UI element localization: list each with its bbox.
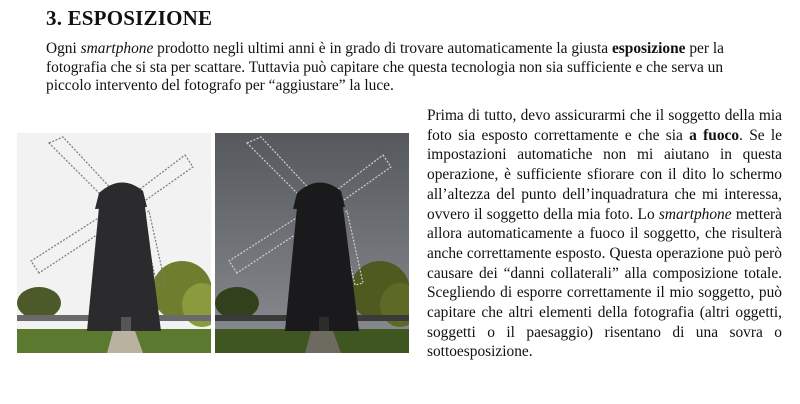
intro-term-esposizione: esposizione — [611, 40, 686, 57]
intro-text: prodotto negli ultimi anni è in grado di trovare automaticamente la giusta — [153, 40, 612, 57]
tree — [17, 287, 61, 319]
body-text: . Se le impostazioni automatiche non mi aiutano in questa operazione, è sufficiente sfiorare con il dito lo schermo all’altezza del punto dell’inquadratura che mi interessa, ovvero il soggetto della mia foto. Lo — [427, 126, 783, 223]
intro-paragraph — [46, 40, 766, 96]
body-term-smartphone: smartphone — [658, 205, 732, 223]
section-heading: 3. ESPOSIZIONE — [46, 6, 213, 30]
intro-text: per la fotografia che si sta per scattare. Tuttavia può capitare che questa tecnologia non sia sufficiente e che serva un piccolo intervento del fotografo per “aggiustare” la luce. — [46, 40, 724, 94]
body-term-a-fuoco: a fuoco — [689, 126, 740, 144]
windmill-photo-dark — [215, 133, 409, 353]
body-text: metterà allora automaticamente a fuoco il soggetto, che risulterà anche correttamente esposto. Questa operazione può però causare dei “danni collaterali” alla composizione totale. Scegliendo di esporre correttamente il mio soggetto, può capitare che altri elementi della fotografia (altri oggetti, soggetti o il paesaggio) risentano di una sovra o sottoesposizione. — [427, 205, 782, 361]
windmill-photo-bright-image — [17, 133, 211, 353]
tree — [215, 287, 259, 319]
intro-term-smartphone: smartphone — [80, 40, 154, 57]
windmill-photo-dark-image — [215, 133, 409, 353]
windmill-door — [319, 317, 329, 331]
body-paragraph — [427, 106, 782, 362]
body-text: Prima di tutto, devo assicurarmi che il soggetto della mia foto sia esposto correttamente e che sia — [427, 107, 782, 144]
windmill-photo-bright — [17, 133, 211, 353]
intro-text: Ogni — [46, 40, 81, 57]
windmill-door — [121, 317, 131, 331]
